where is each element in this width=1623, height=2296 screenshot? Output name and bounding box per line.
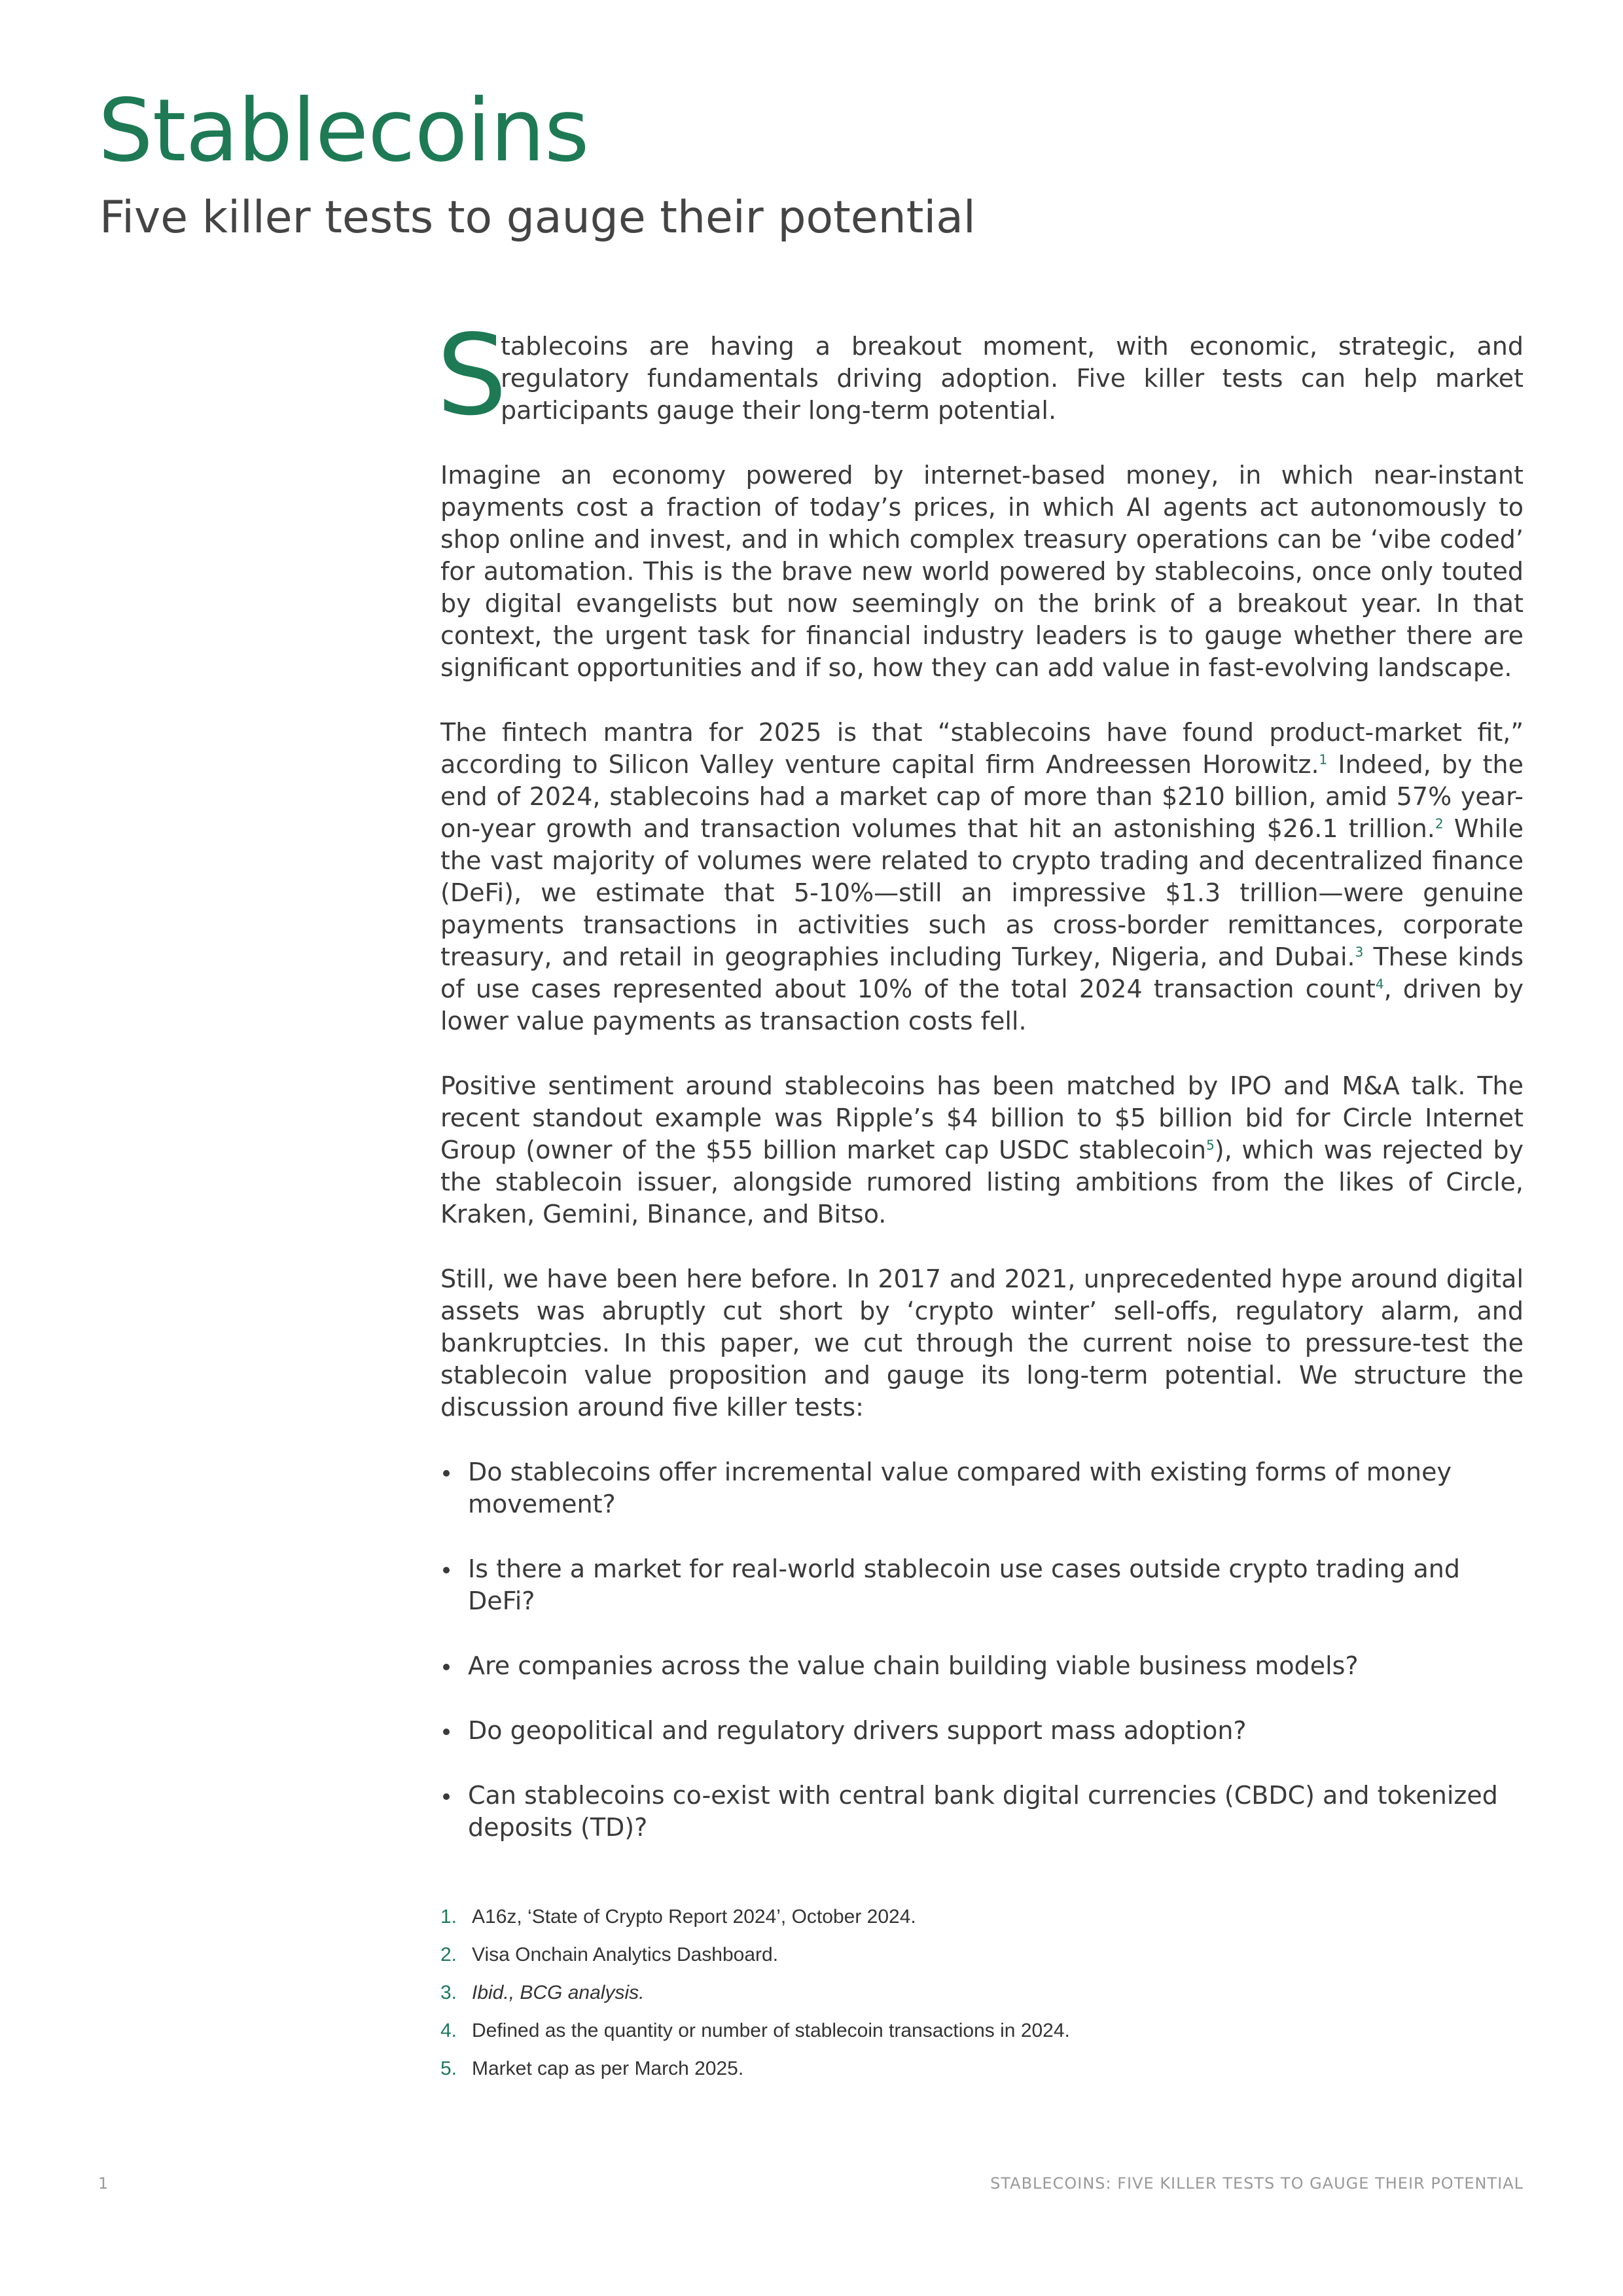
paragraph-3-text: Positive sentiment around stablecoins has been matched by IPO and M&A talk. The recent standout example was Ripple’s $4 billion to $5 billion bid for Circle Internet Group (owner of the $55 billion market cap USDC stablecoin [440,1071,1524,1164]
list-item: Do geopolitical and regulatory drivers support mass adoption? [440,1715,1524,1747]
footnote-2 [440,1944,1524,1982]
footnote-ref-3[interactable]: 3 [1355,944,1364,960]
paragraph-2-text: While the vast majority of volumes were related to crypto trading and decentralized finance (DeFi), we estimate that 5-10%—still an impressive $1.3 trillion—were genuine payments transactions in activities such as cross-border remittances, corporate treasury, and retail in geographies including Turkey, Nigeria, and Dubai. [440,814,1524,971]
running-title: STABLECOINS: FIVE KILLER TESTS TO GAUGE THEIR POTENTIAL [990,2174,1524,2193]
footnote-3 [440,1982,1524,2020]
footnote-text: Visa Onchain Analytics Dashboard. [472,1944,779,1965]
footnote-ref-1[interactable]: 1 [1319,751,1328,768]
paragraph-2-text: These kinds of use cases represented about 10% of the total 2024 transaction count [440,942,1524,1003]
footnote-number: 2. [440,1944,457,1965]
footnotes [440,1906,1524,2096]
article-body [437,311,1524,1876]
paragraph-2-text: Indeed, by the end of 2024, stablecoins had a market cap of more than $210 billion, amid 57% year-on-year growth and transaction volumes that hit an astonishing $26.1 trillion. [440,750,1524,843]
footnote-1 [440,1906,1524,1944]
footnote-number: 3. [440,1982,457,2003]
footnote-4 [440,2020,1524,2058]
intro-paragraph [437,311,1524,440]
footnote-ref-2[interactable]: 2 [1435,816,1444,832]
footnote-5 [440,2058,1524,2096]
paragraph-3-text: ), which was rejected by the stablecoin issuer, alongside rumored listing ambitions from the likes of Circle, Kraken, Gemini, Binance, and Bitso. [440,1136,1524,1229]
footnote-number: 4. [440,2020,457,2041]
footnote-text: A16z, ‘State of Crypto Report 2024’, October 2024. [472,1906,916,1928]
intro-text: tablecoins are having a breakout moment, with economic, strategic, and regulatory fundamentals driving adoption. Five killer tests can help market participants gauge their long-term potential. [501,332,1524,425]
paragraph-1: Imagine an economy powered by internet-based money, in which near-instant payments cost a fraction of today’s prices, in which AI agents act autonomously to shop online and invest, and in which complex treasury operations can be ‘vibe coded’ for automation. This is the brave new world powered by stablecoins, once only touted by digital evangelists but now seemingly on the brink of a breakout year. In that context, the urgent task for financial industry leaders is to gauge whether there are significant opportunities and if so, how they can add value in fast-evolving landscape. [440,461,1524,682]
footnote-text: Market cap as per March 2025. [472,2058,744,2079]
footnote-ref-5[interactable]: 5 [1206,1137,1215,1153]
page-title: Stablecoins [98,81,589,181]
paragraph-2 [440,717,1524,1037]
paragraph-3 [440,1070,1524,1230]
list-item: Can stablecoins co-exist with central bank digital currencies (CBDC) and tokenized deposits (TD)? [440,1780,1524,1844]
paragraph-2-text: The fintech mantra for 2025 is that “stablecoins have found product-market fit,” according to Silicon Valley venture capital firm Andreessen Horowitz. [440,718,1524,779]
footnote-text: Ibid., BCG analysis. [472,1982,645,2003]
footnote-ref-4[interactable]: 4 [1375,976,1384,992]
page-subtitle: Five killer tests to gauge their potential [99,192,976,243]
footnote-number: 5. [440,2058,457,2079]
page-number: 1 [98,2174,109,2193]
footnote-number: 1. [440,1906,457,1928]
killer-tests-list [440,1456,1524,1844]
list-item: Are companies across the value chain building viable business models? [440,1650,1524,1682]
paragraph-4: Still, we have been here before. In 2017 and 2021, unprecedented hype around digital assets was abruptly cut short by ‘crypto winter’ sell-offs, regulatory alarm, and bankruptcies. In this paper, we cut through the current noise to pressure-test the stablecoin value proposition and gauge its long-term potential. We structure the discussion around five killer tests: [440,1265,1524,1422]
list-item: Do stablecoins offer incremental value compared with existing forms of money movement? [440,1456,1524,1520]
footnote-text: Defined as the quantity or number of stablecoin transactions in 2024. [472,2020,1070,2041]
list-item: Is there a market for real-world stablecoin use cases outside crypto trading and DeFi? [440,1553,1524,1617]
drop-cap: S [437,311,507,440]
paragraph-2-text: , driven by lower value payments as transaction costs fell. [440,975,1524,1035]
